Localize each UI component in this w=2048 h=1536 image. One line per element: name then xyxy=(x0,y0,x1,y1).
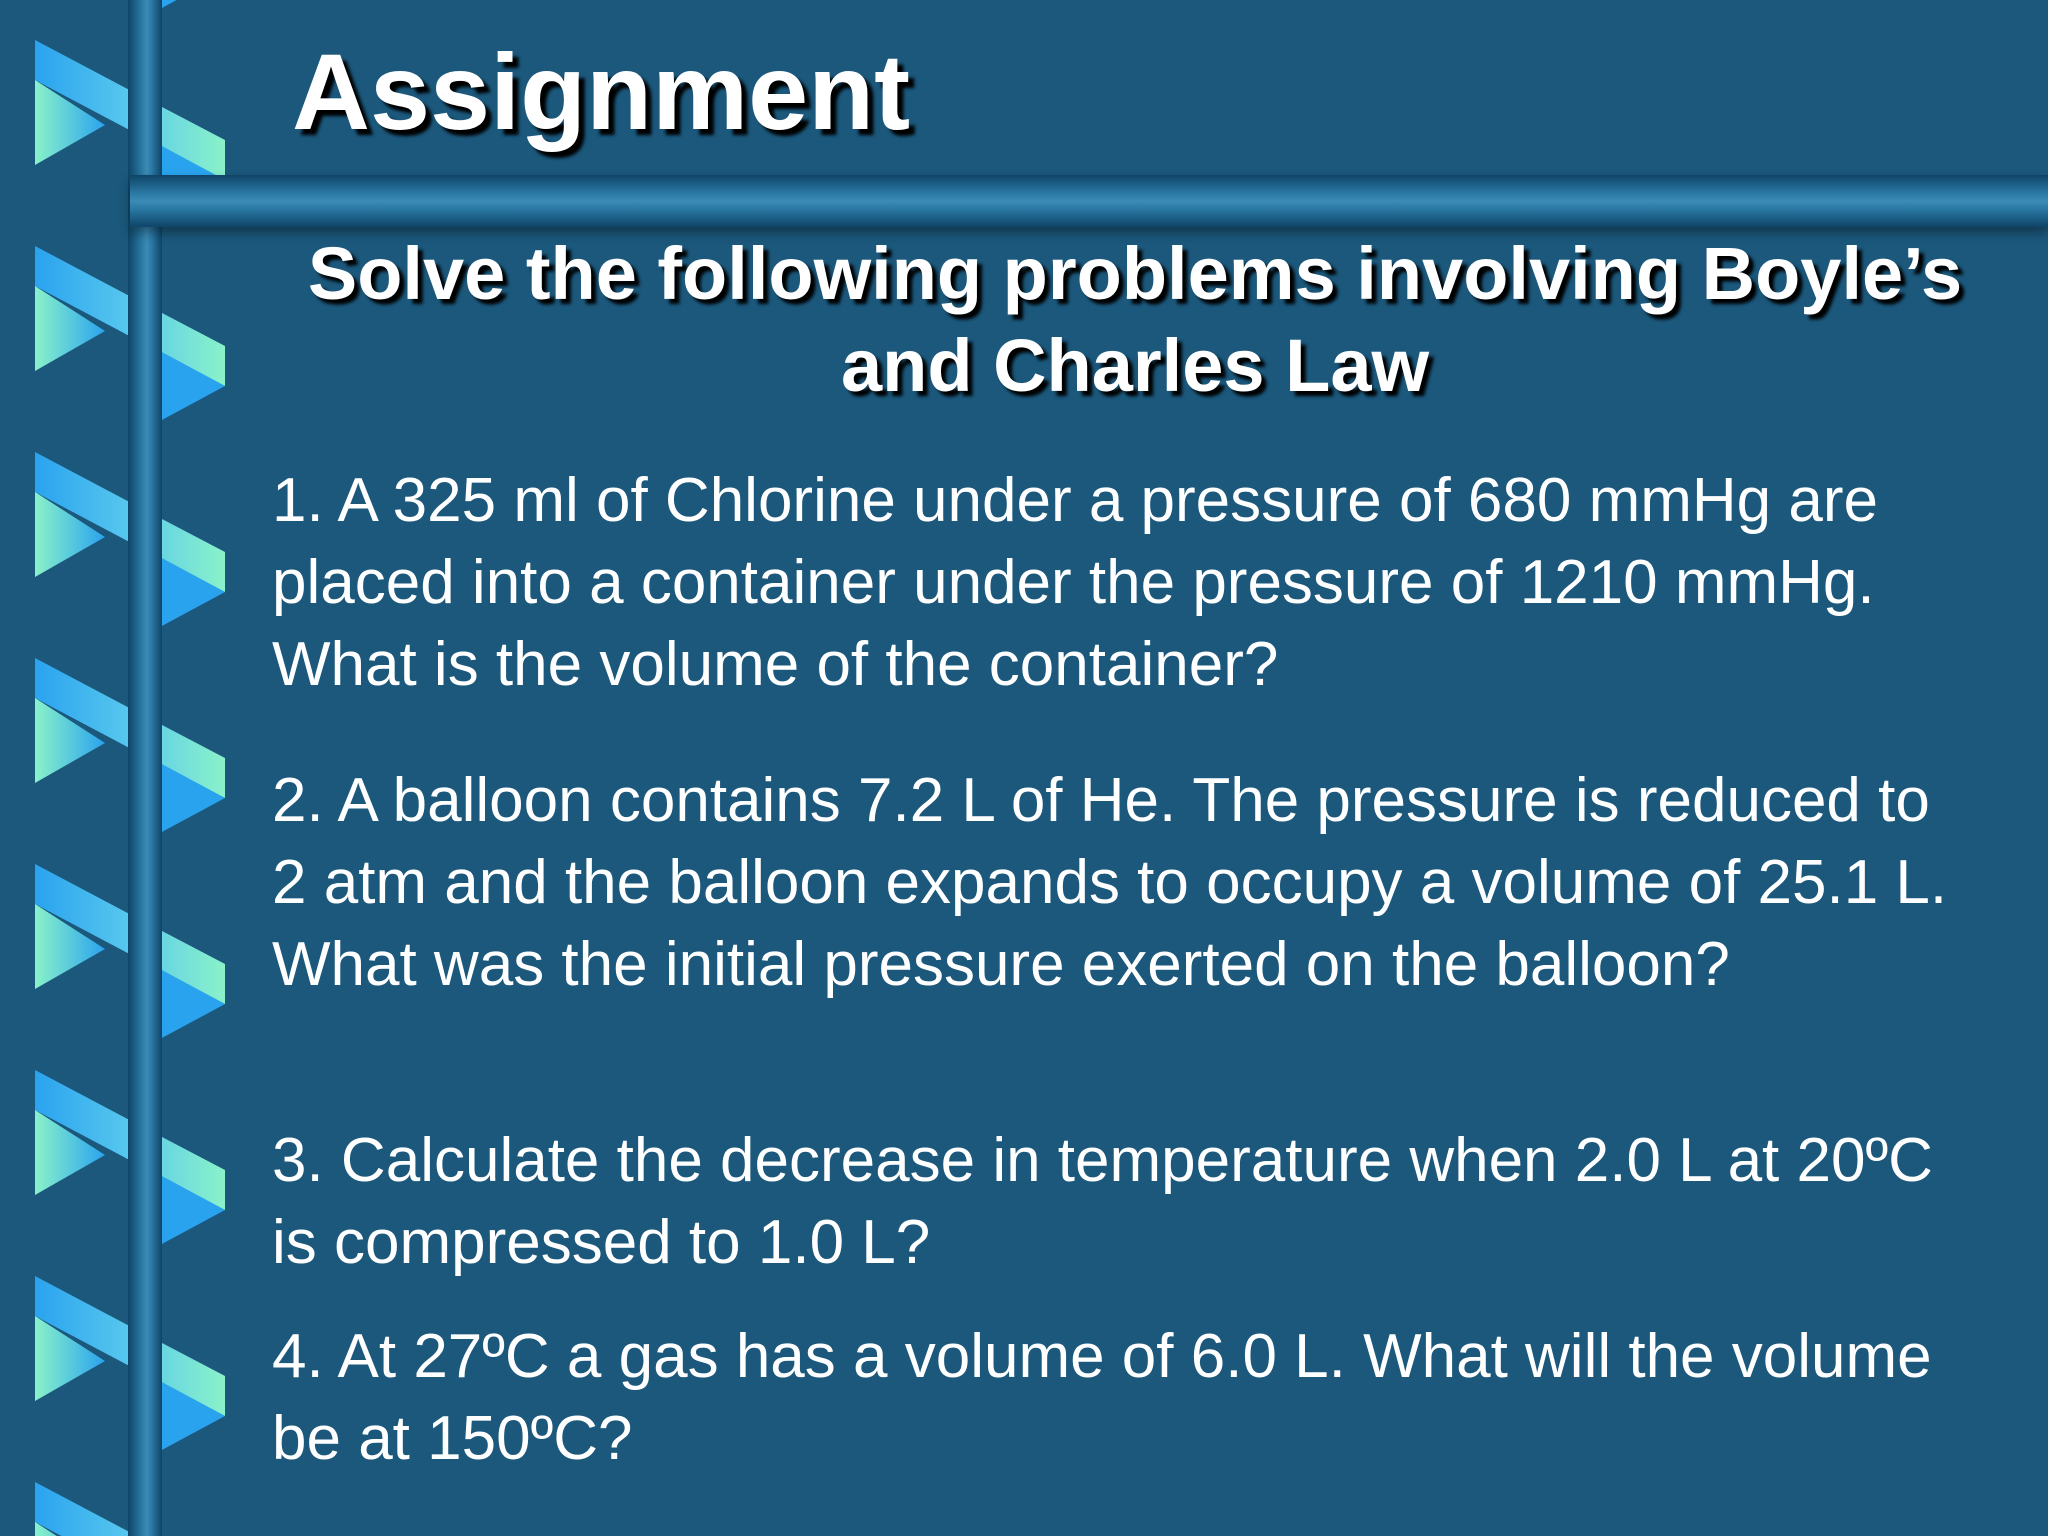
problem-4: 4. At 27ºC a gas has a volume of 6.0 L. What will the volume be at 150ºC? xyxy=(272,1322,1932,1473)
problem-2: 2. A balloon contains 7.2 L of He. The pressure is reduced to 2 atm and the balloon expands to occupy a volume of 25.1 L. What was the initial pressure exerted on the balloon? xyxy=(272,766,1948,999)
title-bar xyxy=(130,175,2048,227)
vertical-bar xyxy=(128,0,162,1536)
problem-1: 1. A 325 ml of Chlorine under a pressure of 680 mmHg are placed into a container under the pressure of 1210 mmHg. What is the volume of the container? xyxy=(272,466,1878,699)
slide-subtitle: Solve the following problems involving Boyle’s and Charles Law xyxy=(307,232,1963,407)
ribbon-decoration xyxy=(0,0,240,1536)
problem-3: 3. Calculate the decrease in temperature when 2.0 L at 20ºC is compressed to 1.0 L? xyxy=(272,1126,1933,1277)
ribbon-point xyxy=(160,0,225,9)
slide-title: Assignment xyxy=(292,31,911,152)
